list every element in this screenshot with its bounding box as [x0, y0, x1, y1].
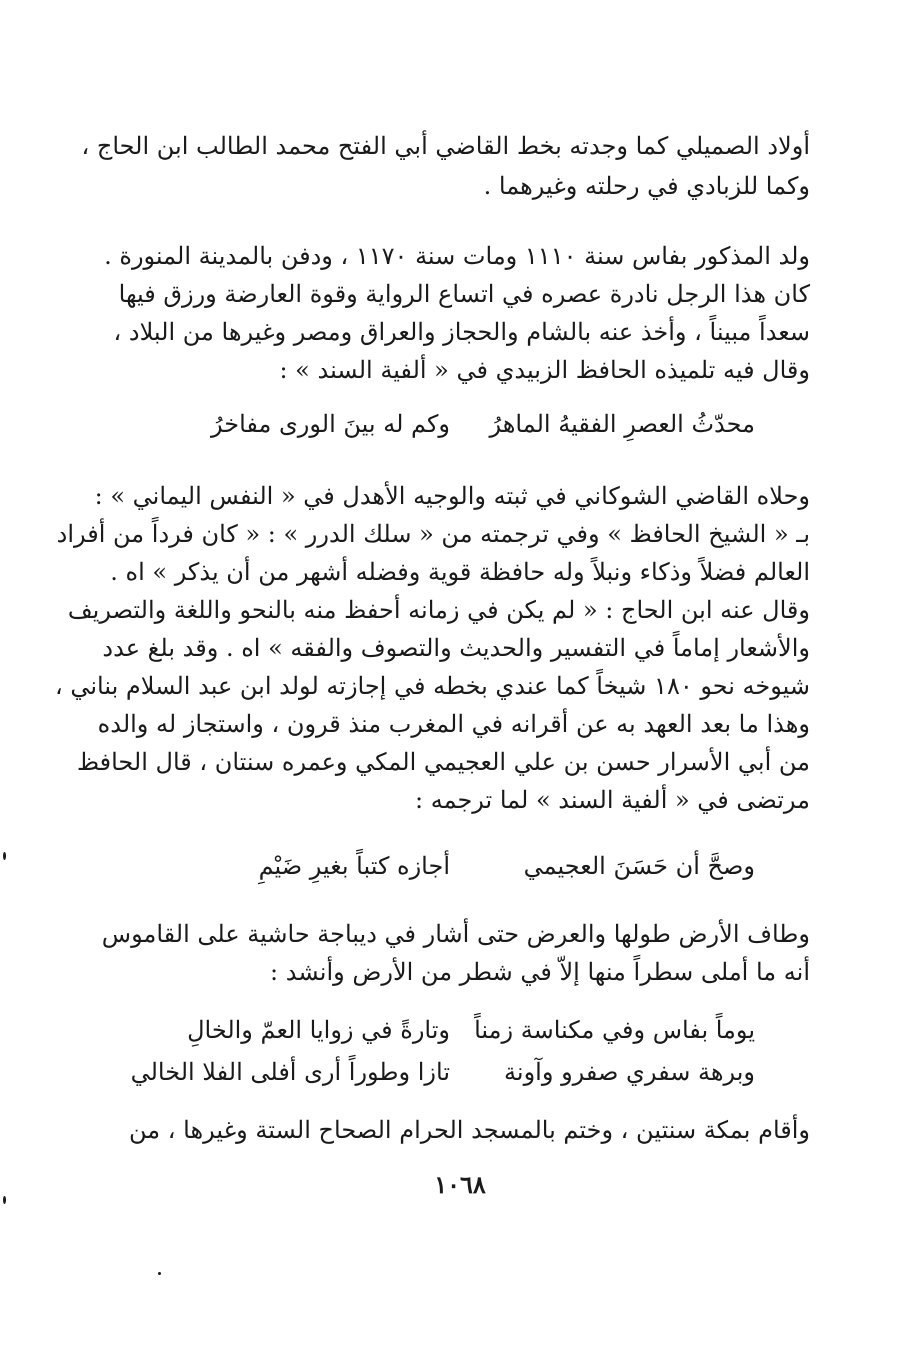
- text-line: شيوخه نحو ١٨٠ شيخاً كما عندي بخطه في إجازته لولد ابن عبد السلام بناني ،: [54, 672, 810, 700]
- scan-speck: [158, 1272, 161, 1275]
- scan-speck: [3, 1196, 6, 1204]
- verse-hemistich-second: وكم له بينَ الورى مفاخرُ: [210, 410, 450, 438]
- text-line: من أبي الأسرار حسن بن علي العجيمي المكي وعمره سنتان ، قال الحافظ: [76, 748, 810, 776]
- text-line: ولد المذكور بفاس سنة ١١١٠ ومات سنة ١١٧٠ ، ودفن بالمدينة المنورة .: [104, 242, 810, 270]
- verse-hemistich-second: وتارةً في زوايا العمّ والخالِ: [187, 1016, 450, 1044]
- text-line: وحلاه القاضي الشوكاني في ثبته والوجيه الأهدل في « النفس اليماني » :: [94, 482, 810, 510]
- text-line: العالم فضلاً وذكاء ونبلاً وله حافظة قوية وفضله أشهر من أن يذكر » اه .: [110, 558, 810, 586]
- verse-hemistich-first: وصحَّ أن حَسَنَ العجيمي: [523, 852, 755, 880]
- verse-hemistich-second: أجازه كتباً بغيرِ ضَيْمِ: [258, 852, 450, 880]
- text-line: كان هذا الرجل نادرة عصره في اتساع الرواية وقوة العارضة ورزق فيها: [118, 280, 810, 308]
- text-line: والأشعار إماماً في التفسير والحديث والتصوف والفقه » اه . وقد بلغ عدد: [102, 634, 810, 662]
- text-line: وقال فيه تلميذه الحافظ الزبيدي في « ألفية السند » :: [279, 356, 810, 384]
- verse-hemistich-first: محدّثُ العصرِ الفقيهُ الماهرُ: [489, 410, 755, 438]
- verse-hemistich-first: وبرهة سفري صفرو وآونة: [504, 1058, 755, 1086]
- text-line: سعداً مبيناً ، وأخذ عنه بالشام والحجاز والعراق ومصر وغيرها من البلاد ،: [113, 318, 810, 346]
- text-line: وقال عنه ابن الحاج : « لم يكن في زمانه أحفظ منه بالنحو واللغة والتصريف: [67, 596, 810, 624]
- text-line: بـ « الشيخ الحافظ » وفي ترجمته من « سلك الدرر » : « كان فرداً من أفراد: [56, 520, 810, 548]
- text-line: أنه ما أملى سطراً منها إلاّ في شطر من الأرض وأنشد :: [270, 958, 810, 986]
- text-line: مرتضى في « ألفية السند » لما ترجمه :: [414, 786, 810, 814]
- scan-speck: [3, 852, 6, 860]
- text-line: وهذا ما بعد العهد به عن أقرانه في المغرب منذ قرون ، واستجاز له والده: [97, 710, 810, 738]
- text-line: وطاف الأرض طولها والعرض حتى أشار في ديباجة حاشية على القاموس: [101, 920, 810, 948]
- page-number: ١٠٦٨: [434, 1170, 486, 1199]
- verse-hemistich-first: يوماً بفاس وفي مكناسة زمناً: [474, 1016, 755, 1044]
- verse-hemistich-second: تازا وطوراً أرى أفلى الفلا الخالي: [130, 1058, 450, 1086]
- text-line: وكما للزبادي في رحلته وغيرهما .: [483, 172, 810, 200]
- text-line: وأقام بمكة سنتين ، وختم بالمسجد الحرام الصحاح الستة وغيرها ، من: [129, 1116, 810, 1144]
- text-line: أولاد الصميلي كما وجدته بخط القاضي أبي الفتح محمد الطالب ابن الحاج ،: [81, 132, 810, 160]
